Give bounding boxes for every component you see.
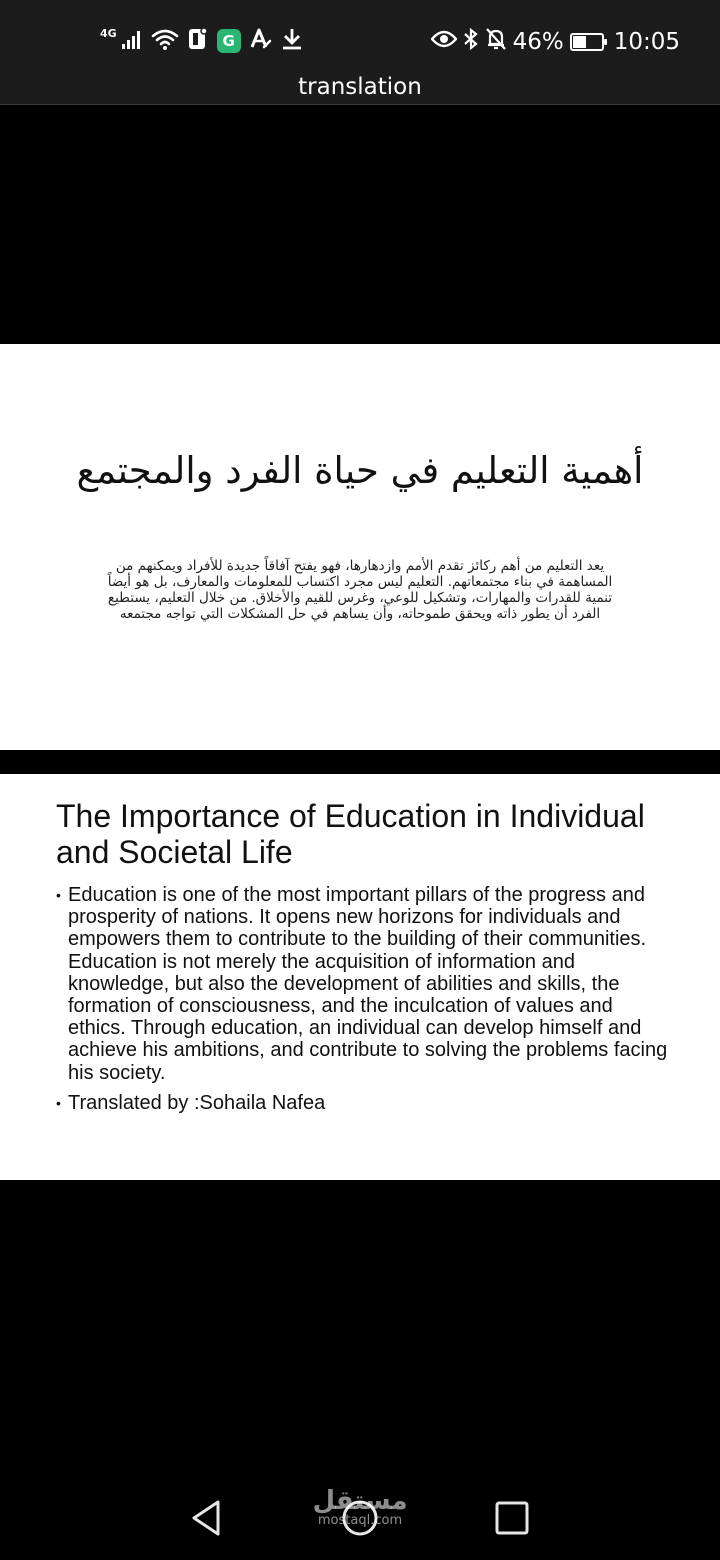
slide-arabic[interactable] [0, 344, 720, 750]
clock: 10:05 [613, 29, 680, 55]
grammarly-icon: G [217, 29, 241, 53]
arabic-slide-title: أهمية التعليم في حياة الفرد والمجتمع [76, 449, 644, 492]
font-app-icon [249, 27, 273, 55]
watermark-arabic: مستقل [312, 1486, 408, 1516]
recents-button[interactable] [492, 1498, 532, 1538]
network-type-label: 4G [100, 26, 117, 40]
notification-icon [187, 27, 209, 55]
list-item: • Translated by :Sohaila Nafea [56, 1092, 668, 1114]
english-bullet-list [56, 884, 668, 1122]
mute-icon [485, 27, 507, 57]
back-button[interactable] [186, 1498, 226, 1538]
navigation-bar [0, 1470, 720, 1560]
eye-icon [431, 29, 457, 55]
bluetooth-icon [463, 27, 479, 57]
page-title: translation [298, 74, 422, 100]
battery-percent: 46% [512, 29, 564, 55]
status-left-icons [100, 26, 303, 56]
status-bar [0, 0, 720, 72]
app-header [0, 72, 720, 105]
slide-english[interactable] [0, 774, 720, 1180]
wifi-icon [151, 27, 179, 55]
home-button[interactable] [340, 1498, 380, 1538]
home-circle-icon [341, 1499, 379, 1537]
battery-fill [573, 36, 586, 48]
arabic-slide-body: يعد التعليم من أهم ركائز تقدم الأمم وازدهارها، فهو يفتح آفاقاً جديدة للأفراد ويمكنهم من المساهمة في بناء مجتمعاتهم. التعليم ليس مجرد اكتساب للمعلومات والمعارف، بل هو أيضاً تنمية للقدرات والمهارات، وتشكيل للوعي، وغرس للقيم والأخلاق. من خلال التعليم، يستطيع الفرد أن يطور ذاته ويحقق طموحاته، وأن يساهم في حل المشكلات التي تواجه مجتمعه [107, 558, 613, 622]
recents-square-icon [494, 1500, 530, 1536]
battery-icon [570, 33, 604, 51]
download-icon [281, 27, 303, 55]
status-right-icons [431, 26, 680, 58]
back-triangle-icon [189, 1499, 223, 1537]
english-slide-title: The Importance of Education in Individual and Societal Life [56, 798, 645, 870]
list-item: • Education is one of the most important pillars of the progress and prosperity of nations. It opens new horizons for individuals and empowers them to contribute to the building of their communities. Education is not merely the acquisition of information and knowledge, but also the development of abilities and skills, the formation of consciousness, and the inculcation of values and ethics. Through education, an individual can develop himself and achieve his ambitions, and contribute to solving the problems facing his society. [56, 884, 668, 1084]
signal-icon [121, 28, 143, 54]
watermark-latin: mostaql.com [317, 1513, 403, 1528]
